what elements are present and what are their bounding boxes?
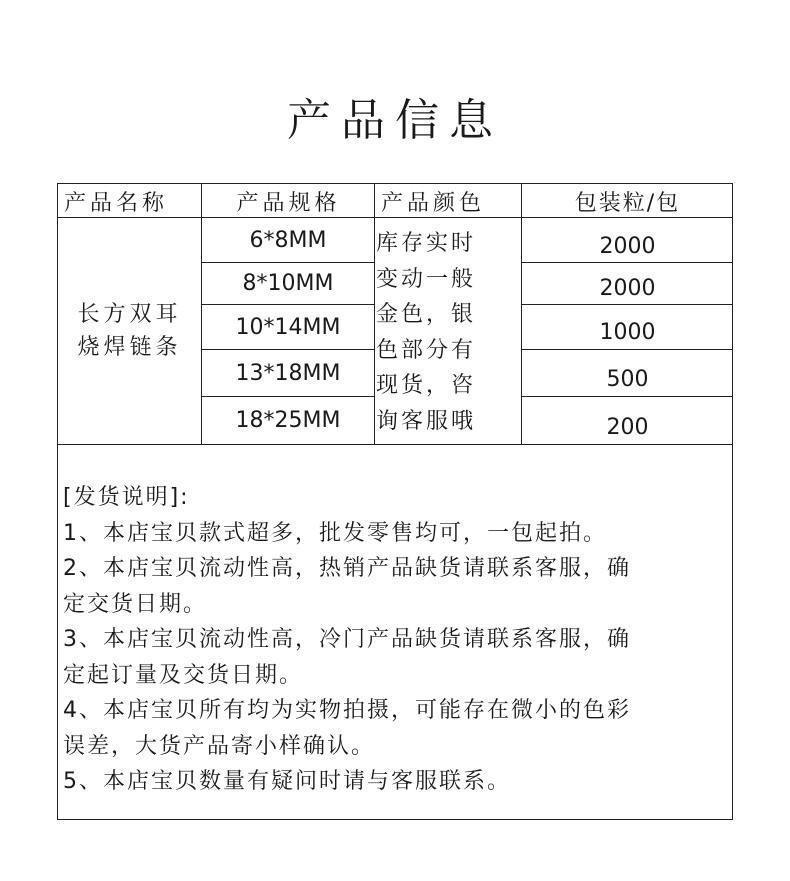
color-line: 现货，咨 (376, 373, 477, 398)
product-name-cell (58, 218, 201, 444)
qty-cell: 500 (606, 366, 649, 392)
qty-cell: 1000 (599, 319, 656, 345)
note-line: 5、本店宝贝数量有疑问时请与客服联系。 (63, 769, 511, 794)
color-description (376, 226, 521, 439)
note-line: 定交货日期。 (63, 591, 208, 617)
notes-heading: [发货说明]: (63, 485, 190, 510)
header-product-name: 产品名称 (64, 190, 169, 216)
color-line: 色部分有 (376, 337, 477, 363)
note-line: 定起订量及交货日期。 (63, 662, 304, 688)
spec-cell: 13*18MM (235, 360, 341, 386)
shipping-notes (63, 480, 729, 800)
note-line: 1、本店宝贝款式超多，批发零售均可，一包起拍。 (63, 520, 607, 546)
qty-cell: 200 (606, 415, 649, 440)
qty-cell: 2000 (599, 276, 656, 301)
color-line: 库存实时 (376, 231, 477, 256)
note-line: 2、本店宝贝流动性高，热销产品缺货请联系客服，确 (63, 556, 631, 581)
header-product-spec: 产品规格 (236, 190, 341, 216)
spec-cell: 8*10MM (242, 271, 334, 296)
header-pack-qty: 包装粒/包 (574, 190, 681, 216)
note-line: 4、本店宝贝所有均为实物拍摄，可能存在微小的色彩 (63, 698, 631, 723)
qty-cell: 2000 (599, 233, 656, 259)
spec-cell: 10*14MM (235, 314, 341, 340)
header-product-color: 产品颜色 (381, 190, 486, 216)
spec-cell: 6*8MM (249, 227, 327, 253)
product-info-table (57, 183, 733, 820)
color-line: 变动一般 (376, 266, 477, 292)
page-title: 产品信息 (287, 95, 503, 146)
product-name-line: 烧焊链条 (77, 335, 182, 360)
divider (374, 184, 375, 445)
product-name-line: 长方双耳 (77, 302, 182, 327)
note-line: 3、本店宝贝流动性高，冷门产品缺货请联系客服，确 (63, 627, 631, 652)
color-line: 询客服哦 (376, 408, 477, 434)
color-line: 金色，银 (376, 302, 477, 327)
spec-cell: 18*25MM (235, 408, 341, 433)
note-line: 误差，大货产品寄小样确认。 (63, 733, 376, 759)
